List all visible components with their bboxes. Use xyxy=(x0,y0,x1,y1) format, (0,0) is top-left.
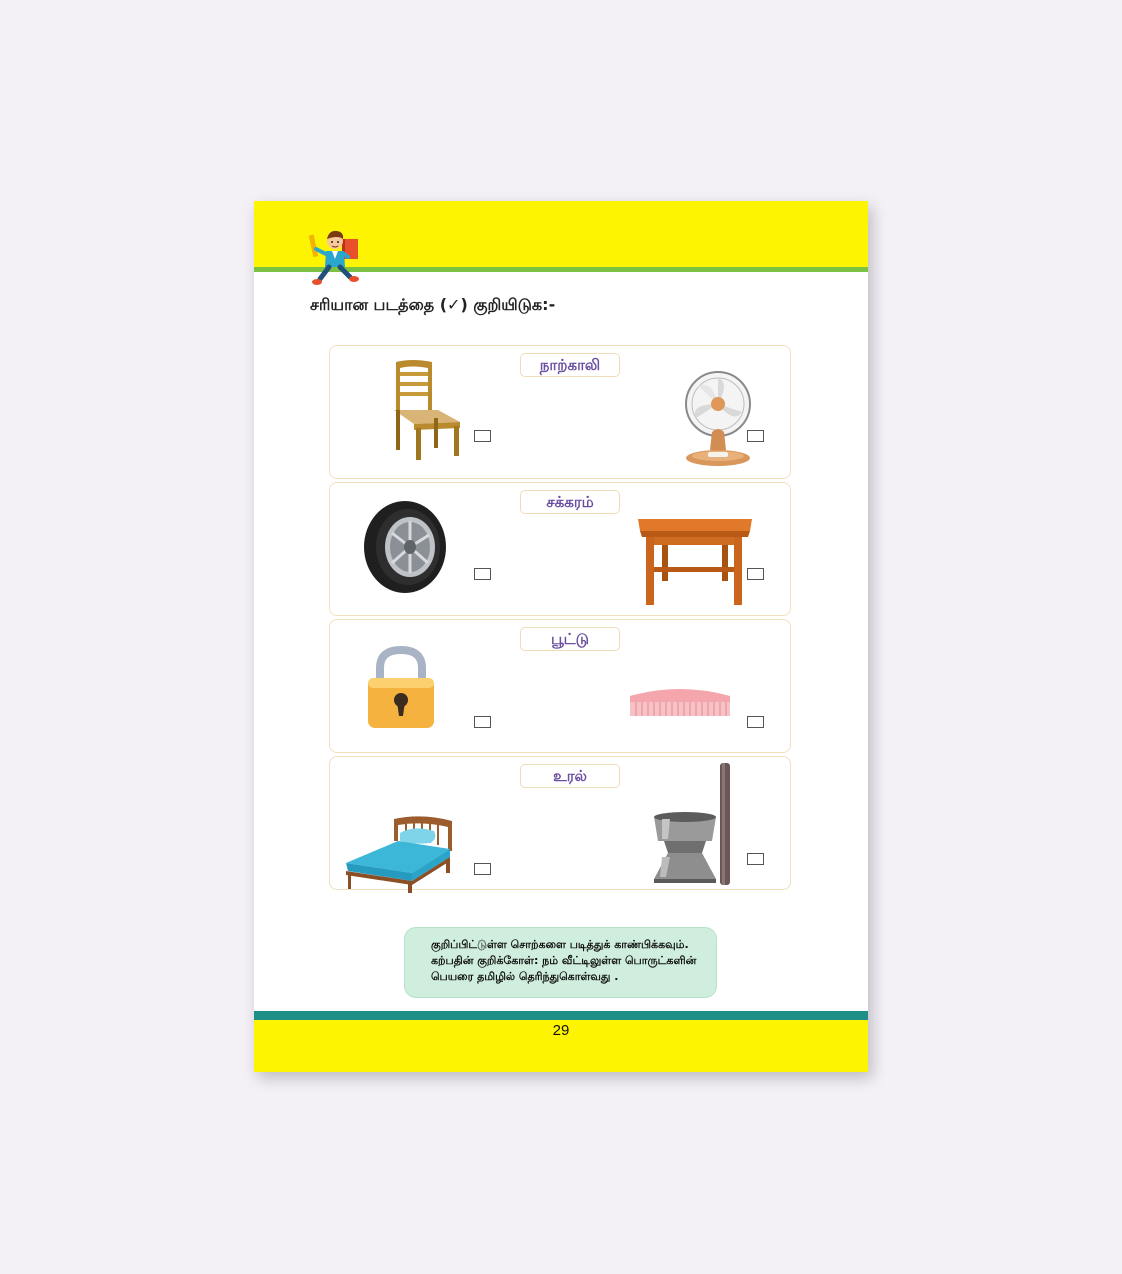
question-card-4 xyxy=(329,756,791,890)
question-card-1 xyxy=(329,345,791,479)
word-label-1: நாற்காலி xyxy=(520,353,620,377)
teacher-note-line2: கற்பதின் குறிக்கோள்: நம் வீட்டிலுள்ள பொருட்களின் xyxy=(431,954,697,967)
teacher-note-line3: பெயரை தமிழில் தெரிந்துகொள்வது . xyxy=(431,970,619,983)
comb-icon xyxy=(626,686,734,718)
mortar-pestle-icon xyxy=(652,761,734,887)
word-label-3: பூட்டு xyxy=(520,627,620,651)
worksheet-page xyxy=(254,201,868,1072)
question-card-2 xyxy=(329,482,791,616)
checkbox-row1-right[interactable] xyxy=(747,430,764,442)
question-card-3 xyxy=(329,619,791,753)
checkbox-row1-left[interactable] xyxy=(474,430,491,442)
chair-icon xyxy=(388,358,464,462)
checkbox-row3-left[interactable] xyxy=(474,716,491,728)
teacher-note-box xyxy=(404,927,717,998)
wheel-icon xyxy=(362,499,448,595)
page-number: 29 xyxy=(552,1022,570,1039)
checkbox-row3-right[interactable] xyxy=(747,716,764,728)
teacher-note-line1: குறிப்பிட்டுள்ள சொற்களை படித்துக் காண்பிக்கவும். xyxy=(431,938,689,951)
footer-teal-stripe xyxy=(254,1011,868,1020)
checkbox-row4-right[interactable] xyxy=(747,853,764,865)
instruction-text: சரியான படத்தை (✓) குறியிடுக:- xyxy=(310,295,556,314)
checkbox-row2-right[interactable] xyxy=(747,568,764,580)
bed-icon xyxy=(342,815,456,893)
word-label-2: சக்கரம் xyxy=(520,490,620,514)
checkbox-row2-left[interactable] xyxy=(474,568,491,580)
student-mascot-icon xyxy=(308,227,364,291)
wooden-table-icon xyxy=(636,517,754,607)
padlock-icon xyxy=(366,646,436,730)
word-label-4: உரல் xyxy=(520,764,620,788)
checkbox-row4-left[interactable] xyxy=(474,863,491,875)
table-fan-icon xyxy=(682,370,754,468)
